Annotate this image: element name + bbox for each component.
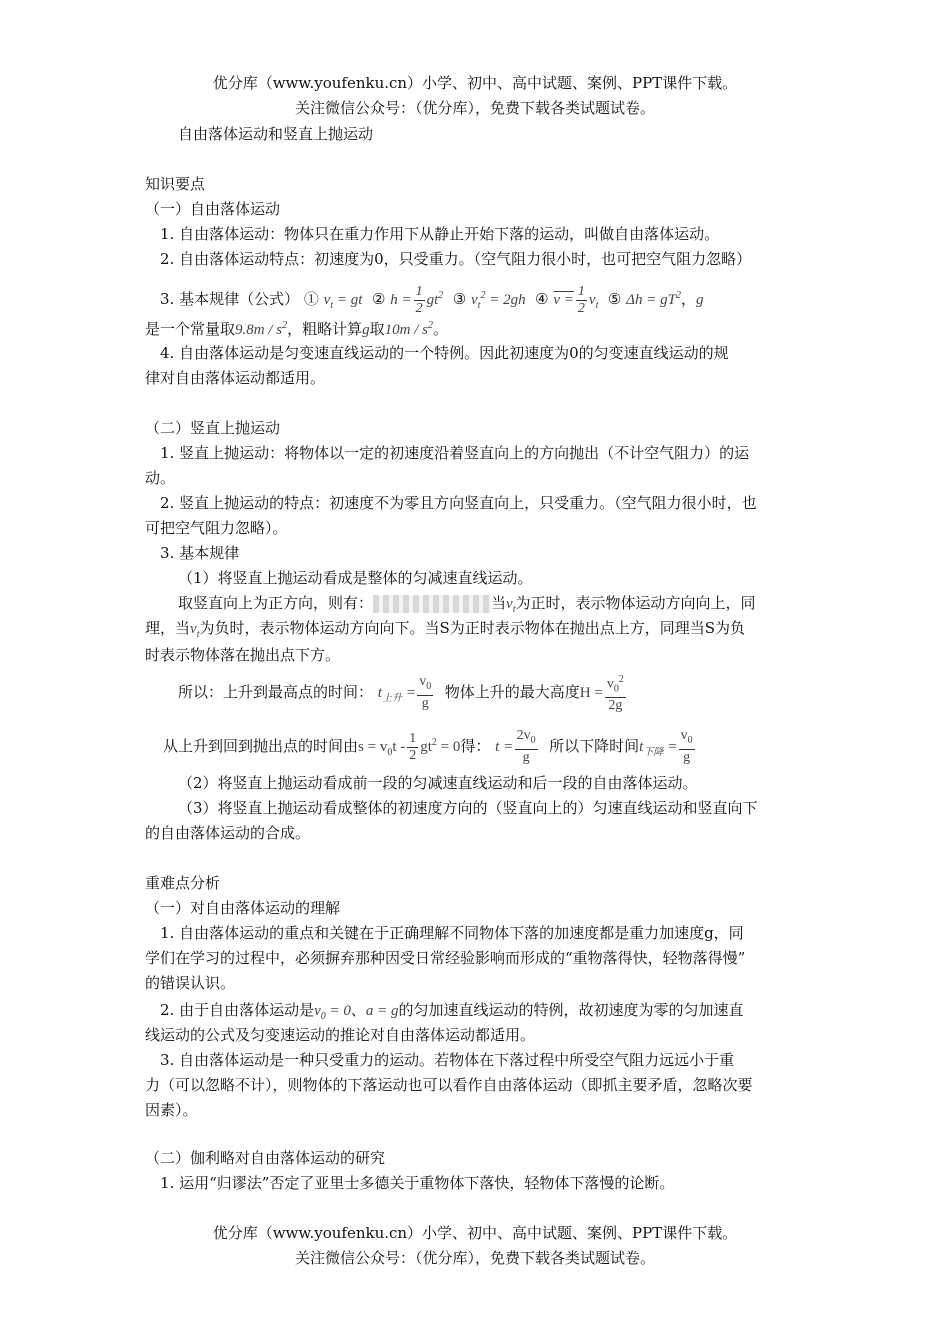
vertical-p1b: 动。: [145, 469, 176, 487]
section-knowledge: 知识要点: [145, 175, 206, 193]
vertical-p1a: 1. 竖直上抛运动：将物体以一定的初速度沿着竖直向上的方向抛出（不计空气阻力）的运: [160, 444, 750, 462]
understand-p1c: 的错误认识。: [145, 974, 236, 992]
heading-galileo: （二）伽利略对自由落体运动的研究: [145, 1149, 386, 1167]
heading-understand: （一）对自由落体运动的理解: [145, 899, 341, 917]
g-symbol: g: [695, 292, 704, 308]
understand-p3a: 3. 自由落体运动是一种只受重力的运动。若物体在下落过程中所受空气阻力远远小于重: [160, 1051, 735, 1069]
vertical-li: 理，当$v_t$为负时，表示物体运动方向向下。当S为正时表示物体在抛出点上方，同理当S为负: [145, 619, 746, 640]
footer-line-1: 优分库（www.youfenku.cn）小学、初中、高中试题、案例、PPT课件下载。: [212, 1224, 738, 1242]
vertical-s3b: 的自由落体运动的合成。: [145, 824, 311, 842]
understand-p3b: 力（可以忽略不计），则物体的下落运动也可以看作自由落体运动（即抓主要矛盾，忽略次要: [145, 1076, 753, 1094]
equation-image: [373, 595, 491, 613]
formula-1: $v_t$ = gt: [323, 292, 363, 311]
free-fall-p2: 2. 自由落体运动特点：初速度为0，只受重力。（空气阻力很小时，也可把空气阻力忽略）: [160, 250, 752, 268]
g-rough-value: $10m / s^2$: [384, 320, 433, 338]
g-value: $9.8m / s^2$: [235, 320, 288, 338]
free-fall-p4b: 律对自由落体运动都适用。: [145, 369, 326, 387]
s-equation: $s = v_0t$ - $\frac{1}{2}$ $gt^2 = 0$: [358, 731, 461, 764]
vertical-from: 从上升到回到抛出点的时间由$s = v_0t$ - $\frac{1}{2}$ $gt^2 = 0$得： t = $\frac{2v_0}{g}$ 所以下降时间$t_{下降}$ = $\frac{v_0}{g}$: [163, 728, 693, 765]
t-up-symbol: $t_{上升}$: [377, 685, 402, 705]
understand-p2b: 线运动的公式及匀变速运动的推论对自由落体运动都适用。: [145, 1026, 536, 1044]
circle-4: ④: [535, 290, 549, 308]
formula-3: $v_t^2 = 2gh$: [471, 290, 526, 311]
galileo-p1: 1. 运用“归谬法”否定了亚里士多德关于重物体下落快，轻物体下落慢的论断。: [160, 1174, 675, 1192]
vertical-p2b: 可把空气阻力忽略）。: [145, 519, 288, 537]
understand-p2a: 2. 由于自由落体运动是$v_0 = 0$、a = g的匀加速直线运动的特例，故初速度为零的匀加速直: [160, 1001, 744, 1022]
vertical-take: 取竖直向上为正方向，则有： 当$v_t$为正时，表示物体运动方向向上，同: [178, 594, 756, 615]
circle-5: ⑤: [607, 290, 622, 308]
understand-p1b: 学们在学习的过程中，必须摒弃那种因受日常经验影响而形成的“重物落得快，轻物落得慢”: [145, 949, 746, 967]
vertical-p3: 3. 基本规律: [160, 544, 240, 562]
understand-p3c: 因素）。: [145, 1101, 198, 1119]
header-line-1: 优分库（www.youfenku.cn）小学、初中、高中试题、案例、PPT课件下载。: [212, 74, 738, 92]
a-equals-g: a = g: [365, 1003, 399, 1019]
formula-2: h = $\frac{1}{2}$ $gt^2$: [390, 284, 444, 317]
vertical-s2: （2）将竖直上抛运动看成前一段的匀减速直线运动和后一段的自由落体运动。: [178, 774, 698, 792]
circle-2: ②: [371, 290, 386, 308]
circle-1: ①: [303, 290, 319, 308]
free-fall-p3: 3. 基本规律（公式） ① $v_t$ = gt ② h = $\frac{1}{2}$ $gt^2$ ③ $v_t^2 = 2gh$ ④ v = $\frac{1}{2}$ $v_t$ ⑤ $\Delta h = gT^2$，g: [160, 284, 704, 317]
t-down-fraction: $\frac{v_0}{g}$: [680, 728, 693, 765]
understand-p1a: 1. 自由落体运动的重点和关键在于正确理解不同物体下落的加速度都是重力加速度g，同: [160, 924, 744, 942]
free-fall-p4a: 4. 自由落体运动是匀变速直线运动的一个特例。因此初速度为0的匀变速直线运动的规: [160, 344, 729, 362]
t-down-symbol: $t_{下降}$: [639, 739, 664, 758]
heading-vertical: （二）竖直上抛运动: [145, 419, 281, 437]
formula-4: v = $\frac{1}{2}$ $v_t$: [553, 284, 599, 317]
vertical-p2a: 2. 竖直上抛运动的特点：初速度不为零且方向竖直向上，只受重力。（空气阻力很小时，也: [160, 494, 757, 512]
free-fall-p1: 1. 自由落体运动：物体只在重力作用下从静止开始下落的运动，叫做自由落体运动。: [160, 225, 720, 243]
vertical-so: 所以：上升到最高点的时间： $t_{上升}$ = $\frac{v_0}{g}$ 物体上升的最大高度H = $\frac{v_0^2}{2g}$: [178, 674, 624, 714]
section-difficult: 重难点分析: [145, 874, 221, 892]
footer-line-2: 关注微信公众号：（优分库），免费下载各类试题试卷。: [294, 1249, 655, 1267]
header-line-2: 关注微信公众号：（优分库），免费下载各类试题试卷。: [294, 99, 655, 117]
vertical-li-c: 时表示物体落在抛出点下方。: [145, 646, 341, 664]
p3-lead: 3. 基本规律（公式）: [160, 290, 300, 308]
vertical-s1: （1）将竖直上抛运动看成是整体的匀减速直线运动。: [178, 569, 533, 587]
circle-3: ③: [452, 290, 467, 308]
v0-zero: $v_0 = 0$: [314, 1003, 351, 1022]
vt-symbol: $v_t$: [506, 596, 516, 615]
max-height-fraction: $\frac{v_0^2}{2g}$: [606, 674, 624, 714]
formula-5: $\Delta h = gT^2$: [626, 290, 681, 308]
vertical-s3a: （3）将竖直上抛运动看成整体的初速度方向的（竖直向上的）匀速直线运动和竖直向下: [178, 799, 758, 817]
total-time-fraction: $\frac{2v_0}{g}$: [516, 728, 536, 765]
heading-free-fall: （一）自由落体运动: [145, 200, 281, 218]
free-fall-p3-tail: 是一个常量取$9.8m / s^2$，粗略计算g取$10m / s^2$。: [145, 320, 448, 338]
document-title: 自由落体运动和竖直上抛运动: [178, 125, 374, 143]
t-up-fraction: $\frac{v_0}{g}$: [419, 674, 432, 712]
